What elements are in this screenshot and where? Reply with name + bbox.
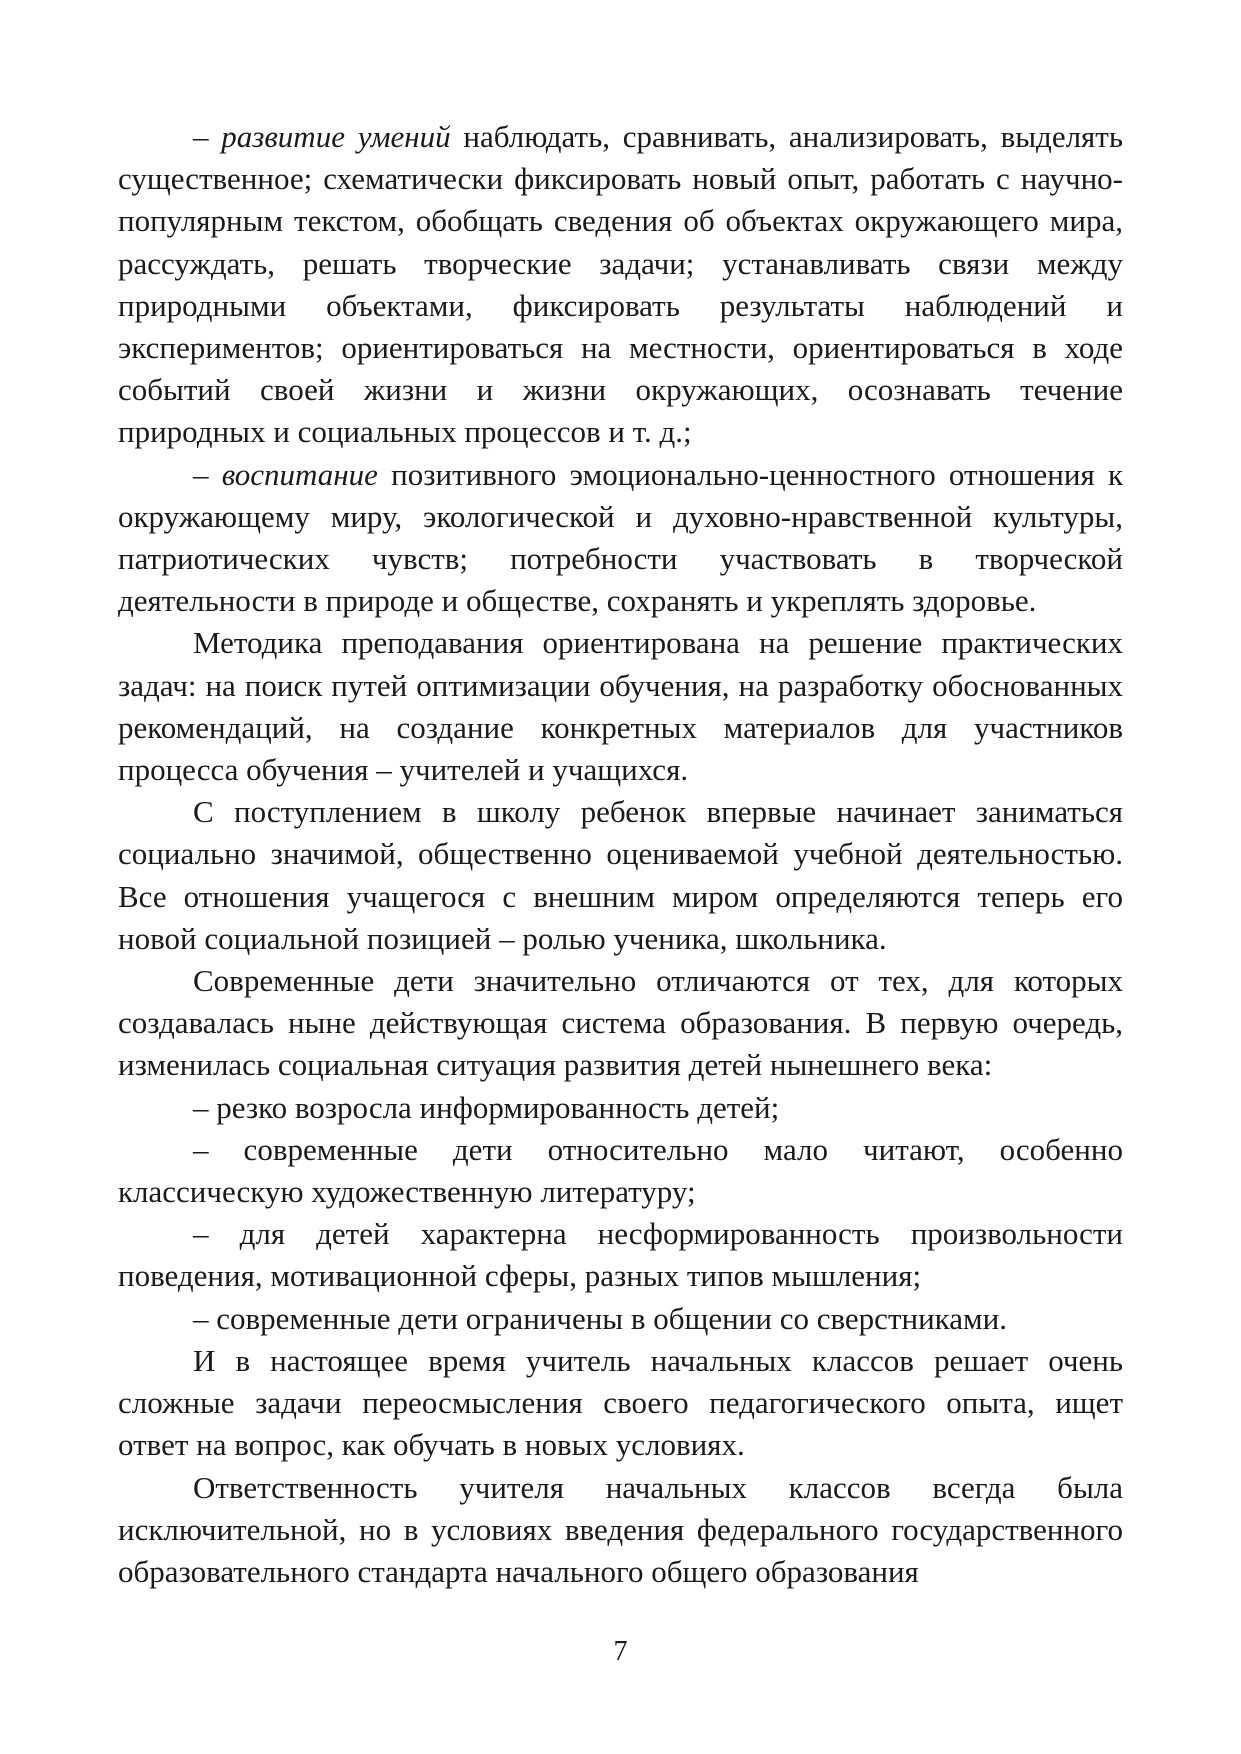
list-item: – современные дети ограничены в общении со сверстниками. bbox=[193, 1300, 1007, 1336]
paragraph-upbringing bbox=[118, 454, 1123, 623]
paragraph-text: наблюдать, сравнивать, анализировать, выделять существенное; схематически фиксировать новый опыт, работать с научно-популярным текстом, обобщать сведения об объектах окружающего мира, рассуждать, решать творческие задачи; устанавливать связи между природными объектами, фиксировать результаты наблюдений и экспериментов; ориентироваться на местности, ориентироваться в ходе событий своей жизни и жизни окружающих, осознавать течение природных и социальных процессов и т. д.; bbox=[118, 119, 1123, 450]
paragraph-lead-italic: – воспитание bbox=[193, 456, 378, 492]
paragraph-modern-children: Современные дети значительно отличаются от тех, для которых создавалась ныне действующая система образования. В первую очередь, изменилась социальная ситуация развития детей нынешнего века: bbox=[118, 963, 1123, 1083]
paragraph-methodology: Методика преподавания ориентирована на решение практических задач: на поиск путей оптимизации обучения, на разработку обоснованных рекомендаций, на создание конкретных материалов для участников процесса обучения – учителей и учащихся. bbox=[118, 625, 1123, 788]
list-item: – современные дети относительно мало читают, особенно классическую художественную литературу; bbox=[118, 1131, 1123, 1210]
paragraph-lead-italic: – развитие умений bbox=[193, 119, 451, 154]
paragraph-skills bbox=[118, 116, 1123, 454]
paragraph-school-entry: С поступлением в школу ребенок впервые начинает заниматься социально значимой, общественно оцениваемой учебной деятельностью. Все отношения учащегося с внешним миром определяются теперь его новой социальной позицией – ролью ученика, школьника. bbox=[118, 794, 1123, 956]
page-number: 7 bbox=[613, 1636, 628, 1667]
paragraph-text: позитивного эмоционально-ценностного отношения к окружающему миру, экологической и духовно-нравственной культуры, патриотических чувств; потребности участвовать в творческой деятельности в природе и обществе, сохранять и укреплять здоровье. bbox=[118, 456, 1124, 619]
paragraph-responsibility: Ответственность учителя начальных классов всегда была исключительной, но в условиях введения федерального государственного образовательного стандарта начального общего образования bbox=[118, 1469, 1123, 1589]
list-item: – для детей характерна несформированность произвольности поведения, мотивационной сферы, разных типов мышления; bbox=[118, 1216, 1123, 1294]
paragraph-teacher-tasks: И в настоящее время учитель начальных классов решает очень сложные задачи переосмысления своего педагогического опыта, ищет ответ на вопрос, как обучать в новых условиях. bbox=[118, 1342, 1123, 1463]
page-body bbox=[118, 116, 1123, 1616]
list-item: – резко возросла информированность детей; bbox=[193, 1089, 780, 1125]
